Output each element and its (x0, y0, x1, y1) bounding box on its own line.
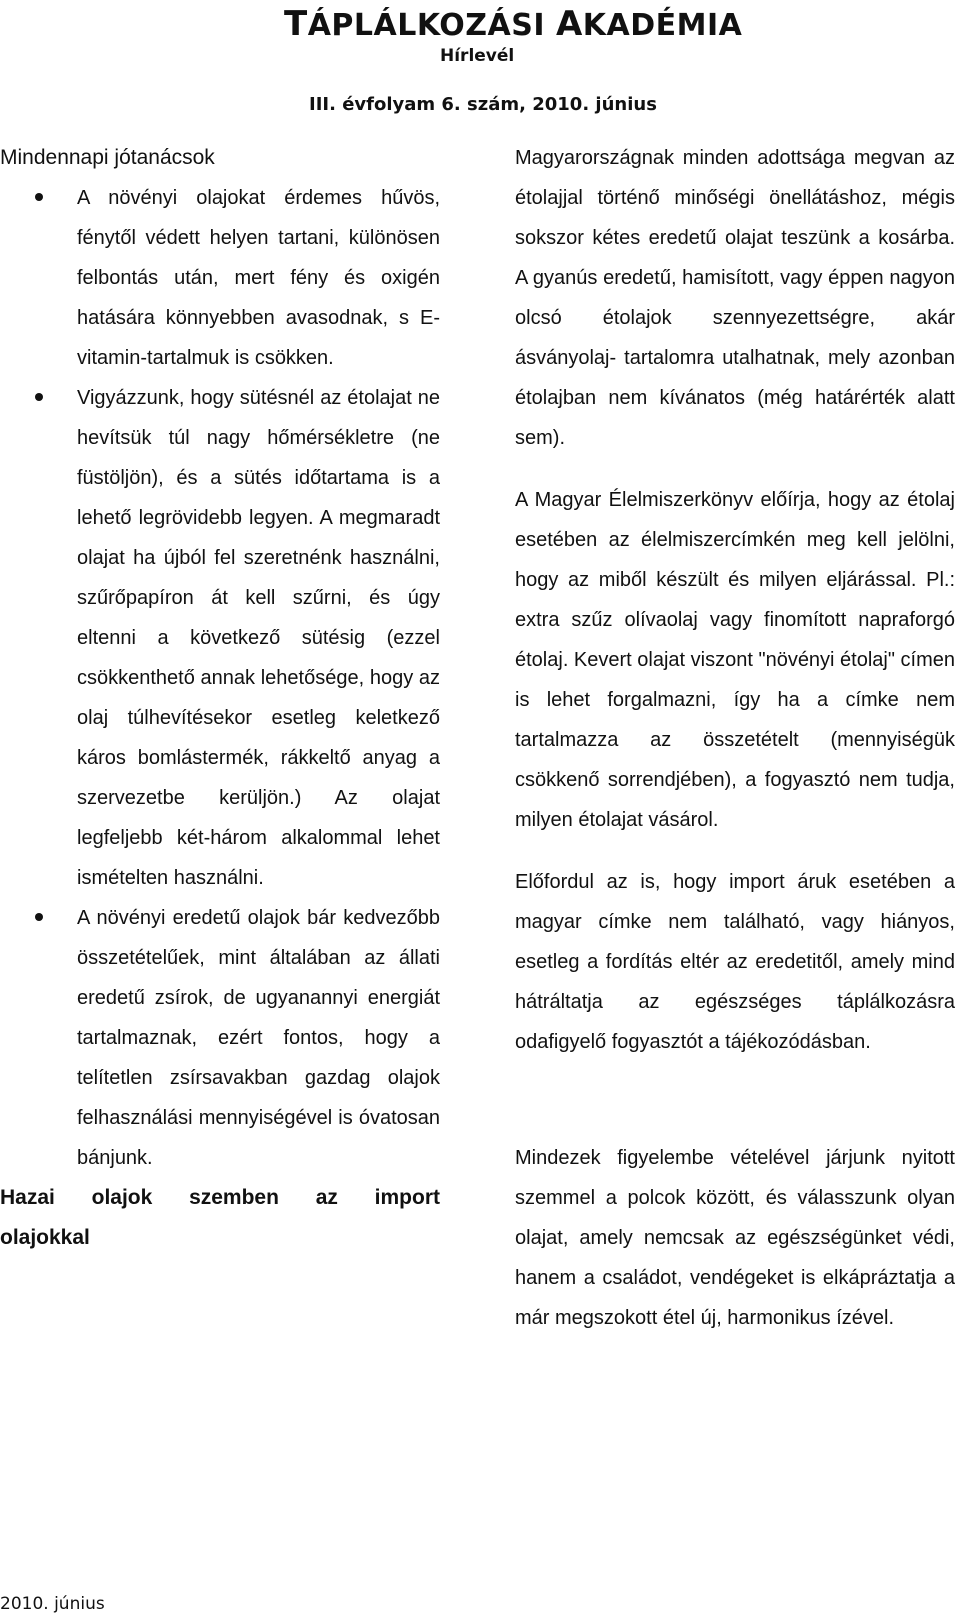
title-initial-t: T (284, 4, 308, 44)
tip-text: Vigyázzunk, hogy sütésnél az étolajat ne hevítsük túl nagy hőmérsékletre (ne füstöljön), és a sütés időtartama is a lehető legrövidebb legyen. A megmaradt olajat ha újból fel szeretnénk használni, szűrőpapíron át kell szűrni, és úgy eltenni a következő sütésig (ezzel csökkenthető annak lehetősége, hogy az olaj túlhevítésekor esetleg keletkező káros bomlástermék, rákkeltő anyag a szervezetbe kerüljön.) Az olajat legfeljebb két-három alkalommal lehet ismételten használni. (77, 387, 440, 889)
bullet-icon (35, 193, 43, 201)
subheading-line-1: Hazai olajok szemben az import (0, 1186, 440, 1209)
footer-date: 2010. június (0, 1594, 105, 1614)
paragraph-import-labels: Előfordul az is, hogy import áruk esetében a magyar címke nem található, vagy hiányos, esetleg a fordítás eltér az eredetitől, amely mind hátráltatja az egészséges táplálkozásra odafigyelő fogyasztót a tájékozódásban. (515, 871, 955, 1053)
newsletter-subtitle: Hírlevél (440, 46, 515, 66)
title-initial-a: A (555, 4, 583, 44)
left-column (0, 138, 440, 1258)
newsletter-title (284, 4, 784, 44)
paragraph-self-sufficiency: Magyarországnak minden adottsága megvan az étolajjal történő minőségi önellátáshoz, mégis sokszor kétes eredetű olajat teszünk a kosárba. A gyanús eredetű, hamisított, vagy éppen nagyon olcsó étolajok szennyezettségre, akár ásványolaj- tartalomra utalhatnak, mely azonban étolajban nem kívánatos (még határérték alatt sem). (515, 147, 955, 449)
tip-text: A növényi olajokat érdemes hűvös, fénytől védett helyen tartani, különösen felbontás után, mert fény és oxigén hatására könnyebben avasodnak, s E-vitamin-tartalmuk is csökken. (77, 187, 440, 369)
title-part-2: KADÉMIA (582, 8, 743, 43)
tip-item (0, 898, 440, 1178)
section-heading: Mindennapi jótanácsok (0, 146, 215, 169)
paragraph-food-codex: A Magyar Élelmiszerkönyv előírja, hogy az étolaj esetében az élelmiszercímkén meg kell jelölni, hogy az miből készült és milyen eljárással. Pl.: extra szűz olívaolaj vagy finomított napraforgó étolaj. Kevert olajat viszont "növényi étolaj" címen is lehet forgalmazni, így ha a címke nem tartalmazza az összetételt (mennyiségük csökkenő sorrendjében), a fogyasztó nem tudja, milyen étolajat vásárol. (515, 489, 955, 831)
bullet-icon (35, 913, 43, 921)
right-column (515, 138, 955, 1338)
bullet-icon (35, 393, 43, 401)
title-part-1: ÁPLÁLKOZÁSI (307, 8, 556, 43)
tips-list (0, 178, 440, 1178)
tip-item (0, 378, 440, 898)
subheading-line-2: olajokkal (0, 1226, 90, 1249)
issue-info: III. évfolyam 6. szám, 2010. június (309, 94, 657, 115)
paragraph-conclusion: Mindezek figyelembe vételével járjunk nyitott szemmel a polcok között, és válasszunk olyan olajat, amely nemcsak az egészségünket védi, hanem a családot, vendégeket is elkápráztatja a már megszokott étel új, harmonikus ízével. (515, 1147, 955, 1329)
tip-item (0, 178, 440, 378)
tip-text: A növényi eredetű olajok bár kedvezőbb összetételűek, mint általában az állati eredetű zsírok, de ugyanannyi energiát tartalmaznak, ezért fontos, hogy a telítetlen zsírsavakban gazdag olajok felhasználási mennyiségével is óvatosan bánjunk. (77, 907, 440, 1169)
